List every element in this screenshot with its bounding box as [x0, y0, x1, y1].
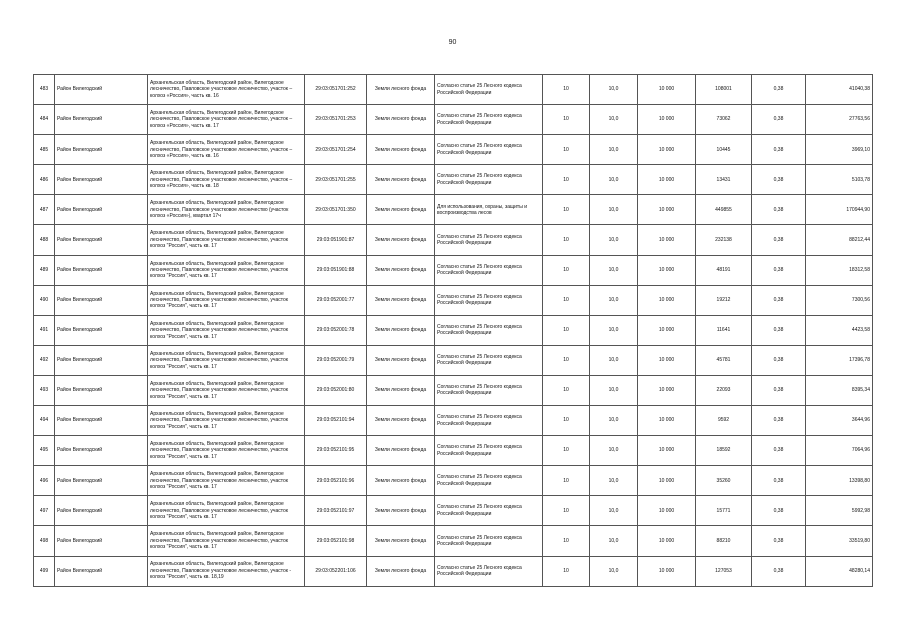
table-row: [34, 406, 873, 436]
area-cell: 48191: [696, 255, 752, 285]
land-category-cell: Земли лесного фонда: [367, 315, 435, 345]
rate-cell: 0,38: [752, 225, 806, 255]
rate-cell: 0,38: [752, 285, 806, 315]
address-cell: Архангельская область, Вилегодский район, Вилегодское лесничество, Павловское участковое лесничество, участок колхоз "Россия", часть кв. 17: [148, 315, 305, 345]
amount-cell: 3644,96: [806, 406, 873, 436]
amount-cell: 8395,34: [806, 375, 873, 405]
value-3-cell: 10 000: [638, 466, 696, 496]
amount-cell: 5992,98: [806, 496, 873, 526]
land-category-cell: Земли лесного фонда: [367, 375, 435, 405]
cadastral-number-cell: 29:03:052001:78: [305, 315, 367, 345]
basis-cell: Согласно статье 25 Лесного кодекса Российской Федерации: [435, 496, 543, 526]
row-number-cell: 497: [34, 496, 55, 526]
amount-cell: 13398,80: [806, 466, 873, 496]
area-cell: 9592: [696, 406, 752, 436]
row-number-cell: 495: [34, 436, 55, 466]
rate-cell: 0,38: [752, 496, 806, 526]
table-row: [34, 285, 873, 315]
rate-cell: 0,38: [752, 526, 806, 556]
cadastral-number-cell: 29:03:052101:96: [305, 466, 367, 496]
area-cell: 232138: [696, 225, 752, 255]
district-cell: Район Вилегодский: [55, 406, 148, 436]
value-2-cell: 10,0: [590, 375, 638, 405]
value-3-cell: 10 000: [638, 345, 696, 375]
amount-cell: 18312,58: [806, 255, 873, 285]
address-cell: Архангельская область, Вилегодский район, Вилегодское лесничество, Павловское участковое лесничество, участок колхоз "Россия", часть кв. 17: [148, 285, 305, 315]
value-2-cell: 10,0: [590, 496, 638, 526]
address-cell: Архангельская область, Вилегодский район, Вилегодское лесничество, Павловское участковое лесничество, участок – колхоз «Россия», часть кв. 17: [148, 105, 305, 135]
rate-cell: 0,38: [752, 345, 806, 375]
value-2-cell: 10,0: [590, 315, 638, 345]
land-category-cell: Земли лесного фонда: [367, 75, 435, 105]
cadastral-number-cell: 29:03:051901:88: [305, 255, 367, 285]
table-row: [34, 375, 873, 405]
cadastral-number-cell: 29:03:052101:98: [305, 526, 367, 556]
amount-cell: 27763,56: [806, 105, 873, 135]
value-3-cell: 10 000: [638, 436, 696, 466]
basis-cell: Согласно статье 25 Лесного кодекса Российской Федерации: [435, 526, 543, 556]
cadastral-number-cell: 29:03:051701:252: [305, 75, 367, 105]
district-cell: Район Вилегодский: [55, 496, 148, 526]
address-cell: Архангельская область, Вилегодский район, Вилегодское лесничество, Павловское участковое лесничество, участок - колхоз "Россия", часть кв. 18,19: [148, 556, 305, 586]
district-cell: Район Вилегодский: [55, 285, 148, 315]
value-2-cell: 10,0: [590, 165, 638, 195]
row-number-cell: 485: [34, 135, 55, 165]
rate-cell: 0,38: [752, 105, 806, 135]
row-number-cell: 491: [34, 315, 55, 345]
rate-cell: 0,38: [752, 466, 806, 496]
address-cell: Архангельская область, Вилегодский район, Вилегодское лесничество, Павловское участковое лесничество, участок колхоз "Россия", часть кв. 17: [148, 436, 305, 466]
amount-cell: 7300,56: [806, 285, 873, 315]
value-3-cell: 10 000: [638, 255, 696, 285]
district-cell: Район Вилегодский: [55, 165, 148, 195]
table-row: [34, 105, 873, 135]
basis-cell: Согласно статье 25 Лесного кодекса Российской Федерации: [435, 285, 543, 315]
address-cell: Архангельская область, Вилегодский район, Вилегодское лесничество, Павловское участковое лесничество, участок колхоз "Россия", часть кв. 17: [148, 375, 305, 405]
value-3-cell: 10 000: [638, 556, 696, 586]
area-cell: 127053: [696, 556, 752, 586]
area-cell: 22093: [696, 375, 752, 405]
basis-cell: Согласно статье 25 Лесного кодекса Российской Федерации: [435, 105, 543, 135]
district-cell: Район Вилегодский: [55, 315, 148, 345]
value-2-cell: 10,0: [590, 255, 638, 285]
value-2-cell: 10,0: [590, 75, 638, 105]
rate-cell: 0,38: [752, 406, 806, 436]
amount-cell: 170944,90: [806, 195, 873, 225]
land-category-cell: Земли лесного фонда: [367, 285, 435, 315]
row-number-cell: 499: [34, 556, 55, 586]
amount-cell: 4423,58: [806, 315, 873, 345]
value-3-cell: 10 000: [638, 285, 696, 315]
row-number-cell: 488: [34, 225, 55, 255]
rate-cell: 0,38: [752, 375, 806, 405]
rate-cell: 0,38: [752, 315, 806, 345]
value-1-cell: 10: [543, 105, 590, 135]
address-cell: Архангельская область, Вилегодский район, Вилегодское лесничество, Павловское участковое лесничество, участок колхоз "Россия", часть кв. 17: [148, 255, 305, 285]
district-cell: Район Вилегодский: [55, 195, 148, 225]
land-category-cell: Земли лесного фонда: [367, 105, 435, 135]
cadastral-number-cell: 29:03:051701:255: [305, 165, 367, 195]
address-cell: Архангельская область, Вилегодский район, Вилегодское лесничество, Павловское участковое лесничество, участок колхоз "Россия", часть кв. 17: [148, 225, 305, 255]
value-1-cell: 10: [543, 315, 590, 345]
rate-cell: 0,38: [752, 255, 806, 285]
table-row: [34, 496, 873, 526]
row-number-cell: 486: [34, 165, 55, 195]
basis-cell: Согласно статье 25 Лесного кодекса Российской Федерации: [435, 315, 543, 345]
district-cell: Район Вилегодский: [55, 255, 148, 285]
district-cell: Район Вилегодский: [55, 135, 148, 165]
land-category-cell: Земли лесного фонда: [367, 135, 435, 165]
table-row: [34, 556, 873, 586]
cadastral-number-cell: 29:03:052101:94: [305, 406, 367, 436]
value-1-cell: 10: [543, 466, 590, 496]
value-2-cell: 10,0: [590, 135, 638, 165]
area-cell: 18592: [696, 436, 752, 466]
amount-cell: 88212,44: [806, 225, 873, 255]
area-cell: 13431: [696, 165, 752, 195]
area-cell: 45781: [696, 345, 752, 375]
basis-cell: Согласно статье 25 Лесного кодекса Российской Федерации: [435, 406, 543, 436]
address-cell: Архангельская область, Вилегодский район, Вилегодское лесничество, Павловское участковое лесничество, участок колхоз "Россия", часть кв. 17: [148, 466, 305, 496]
basis-cell: Согласно статье 25 Лесного кодекса Российской Федерации: [435, 375, 543, 405]
value-1-cell: 10: [543, 345, 590, 375]
value-3-cell: 10 000: [638, 165, 696, 195]
value-3-cell: 10 000: [638, 135, 696, 165]
basis-cell: Для использования, охраны, защиты и воспроизводства лесов: [435, 195, 543, 225]
area-cell: 19212: [696, 285, 752, 315]
cadastral-number-cell: 29:03:052001:77: [305, 285, 367, 315]
value-2-cell: 10,0: [590, 105, 638, 135]
table-row: [34, 195, 873, 225]
value-3-cell: 10 000: [638, 315, 696, 345]
address-cell: Архангельская область, Вилегодский район, Вилегодское лесничество, Павловское участковое лесничество, участок колхоз "Россия", часть кв. 17: [148, 496, 305, 526]
amount-cell: 33519,80: [806, 526, 873, 556]
amount-cell: 41040,38: [806, 75, 873, 105]
district-cell: Район Вилегодский: [55, 105, 148, 135]
value-3-cell: 10 000: [638, 225, 696, 255]
cadastral-number-cell: 29:03:052101:97: [305, 496, 367, 526]
value-1-cell: 10: [543, 255, 590, 285]
basis-cell: Согласно статье 25 Лесного кодекса Российской Федерации: [435, 135, 543, 165]
cadastral-number-cell: 29:03:052001:79: [305, 345, 367, 375]
address-cell: Архангельская область, Вилегодский район, Вилегодское лесничество, Павловское участковое лесничество, участок – колхоз «Россия», часть кв. 16: [148, 135, 305, 165]
value-3-cell: 10 000: [638, 195, 696, 225]
address-cell: Архангельская область, Вилегодский район, Вилегодское лесничество, Павловское участковое лесничество, участок – колхоз «Россия», часть кв. 16: [148, 75, 305, 105]
basis-cell: Согласно статье 25 Лесного кодекса Российской Федерации: [435, 556, 543, 586]
address-cell: Архангельская область, Вилегодский район, Вилегодское лесничество, Павловское участковое лесничество, участок колхоз "Россия", часть кв. 17: [148, 526, 305, 556]
cadastral-number-cell: 29:03:052201:106: [305, 556, 367, 586]
table-row: [34, 135, 873, 165]
row-number-cell: 498: [34, 526, 55, 556]
value-1-cell: 10: [543, 526, 590, 556]
registry-table: [33, 74, 873, 587]
table-row: [34, 225, 873, 255]
value-2-cell: 10,0: [590, 556, 638, 586]
basis-cell: Согласно статье 25 Лесного кодекса Российской Федерации: [435, 225, 543, 255]
basis-cell: Согласно статье 25 Лесного кодекса Российской Федерации: [435, 436, 543, 466]
value-1-cell: 10: [543, 556, 590, 586]
value-1-cell: 10: [543, 375, 590, 405]
table-row: [34, 255, 873, 285]
area-cell: 73062: [696, 105, 752, 135]
address-cell: Архангельская область, Вилегодский район, Вилегодское лесничество, Павловское участковое лесничество, участок – колхоз «Россия», часть кв. 18: [148, 165, 305, 195]
district-cell: Район Вилегодский: [55, 466, 148, 496]
area-cell: 35260: [696, 466, 752, 496]
row-number-cell: 493: [34, 375, 55, 405]
row-number-cell: 484: [34, 105, 55, 135]
address-cell: Архангельская область, Вилегодский район, Вилегодское лесничество, Павловское участковое лесничество, участок колхоз "Россия", часть кв. 17: [148, 345, 305, 375]
area-cell: 449855: [696, 195, 752, 225]
cadastral-number-cell: 29:03:051701:350: [305, 195, 367, 225]
area-cell: 108001: [696, 75, 752, 105]
table-row: [34, 436, 873, 466]
rate-cell: 0,38: [752, 556, 806, 586]
rate-cell: 0,38: [752, 75, 806, 105]
rate-cell: 0,38: [752, 436, 806, 466]
land-category-cell: Земли лесного фонда: [367, 526, 435, 556]
table-row: [34, 315, 873, 345]
basis-cell: Согласно статье 25 Лесного кодекса Российской Федерации: [435, 75, 543, 105]
value-3-cell: 10 000: [638, 496, 696, 526]
land-category-cell: Земли лесного фонда: [367, 165, 435, 195]
value-1-cell: 10: [543, 406, 590, 436]
value-2-cell: 10,0: [590, 466, 638, 496]
table-row: [34, 466, 873, 496]
district-cell: Район Вилегодский: [55, 75, 148, 105]
land-category-cell: Земли лесного фонда: [367, 255, 435, 285]
row-number-cell: 494: [34, 406, 55, 436]
value-3-cell: 10 000: [638, 105, 696, 135]
row-number-cell: 490: [34, 285, 55, 315]
value-2-cell: 10,0: [590, 436, 638, 466]
value-3-cell: 10 000: [638, 375, 696, 405]
amount-cell: 5103,78: [806, 165, 873, 195]
value-2-cell: 10,0: [590, 345, 638, 375]
amount-cell: 3969,10: [806, 135, 873, 165]
value-2-cell: 10,0: [590, 406, 638, 436]
basis-cell: Согласно статье 25 Лесного кодекса Российской Федерации: [435, 255, 543, 285]
row-number-cell: 496: [34, 466, 55, 496]
table-row: [34, 345, 873, 375]
area-cell: 88210: [696, 526, 752, 556]
value-1-cell: 10: [543, 436, 590, 466]
value-2-cell: 10,0: [590, 526, 638, 556]
rate-cell: 0,38: [752, 135, 806, 165]
rate-cell: 0,38: [752, 195, 806, 225]
land-category-cell: Земли лесного фонда: [367, 345, 435, 375]
district-cell: Район Вилегодский: [55, 225, 148, 255]
value-1-cell: 10: [543, 195, 590, 225]
cadastral-number-cell: 29:03:051701:253: [305, 105, 367, 135]
value-1-cell: 10: [543, 75, 590, 105]
cadastral-number-cell: 29:03:052101:95: [305, 436, 367, 466]
amount-cell: 17396,78: [806, 345, 873, 375]
value-1-cell: 10: [543, 135, 590, 165]
row-number-cell: 487: [34, 195, 55, 225]
amount-cell: 7064,96: [806, 436, 873, 466]
land-category-cell: Земли лесного фонда: [367, 225, 435, 255]
district-cell: Район Вилегодский: [55, 526, 148, 556]
district-cell: Район Вилегодский: [55, 345, 148, 375]
amount-cell: 48280,14: [806, 556, 873, 586]
area-cell: 11641: [696, 315, 752, 345]
land-category-cell: Земли лесного фонда: [367, 466, 435, 496]
district-cell: Район Вилегодский: [55, 375, 148, 405]
value-3-cell: 10 000: [638, 406, 696, 436]
cadastral-number-cell: 29:03:052001:80: [305, 375, 367, 405]
cadastral-number-cell: 29:03:051701:254: [305, 135, 367, 165]
page-number: 90: [448, 39, 457, 46]
basis-cell: Согласно статье 25 Лесного кодекса Российской Федерации: [435, 345, 543, 375]
area-cell: 10445: [696, 135, 752, 165]
cadastral-number-cell: 29:03:051901:87: [305, 225, 367, 255]
value-1-cell: 10: [543, 165, 590, 195]
row-number-cell: 483: [34, 75, 55, 105]
table-row: [34, 75, 873, 105]
land-category-cell: Земли лесного фонда: [367, 195, 435, 225]
district-cell: Район Вилегодский: [55, 436, 148, 466]
land-category-cell: Земли лесного фонда: [367, 406, 435, 436]
row-number-cell: 492: [34, 345, 55, 375]
table-row: [34, 526, 873, 556]
value-3-cell: 10 000: [638, 526, 696, 556]
value-1-cell: 10: [543, 285, 590, 315]
value-3-cell: 10 000: [638, 75, 696, 105]
land-category-cell: Земли лесного фонда: [367, 556, 435, 586]
value-2-cell: 10,0: [590, 225, 638, 255]
area-cell: 15771: [696, 496, 752, 526]
row-number-cell: 489: [34, 255, 55, 285]
basis-cell: Согласно статье 25 Лесного кодекса Российской Федерации: [435, 165, 543, 195]
district-cell: Район Вилегодский: [55, 556, 148, 586]
value-1-cell: 10: [543, 496, 590, 526]
value-2-cell: 10,0: [590, 285, 638, 315]
value-1-cell: 10: [543, 225, 590, 255]
land-category-cell: Земли лесного фонда: [367, 436, 435, 466]
table-row: [34, 165, 873, 195]
table-body: [34, 75, 873, 587]
value-2-cell: 10,0: [590, 195, 638, 225]
rate-cell: 0,38: [752, 165, 806, 195]
address-cell: Архангельская область, Вилегодский район, Вилегодское лесничество, Павловское участковое лесничество (участок колхоз «Россия»), квартал 17ч: [148, 195, 305, 225]
address-cell: Архангельская область, Вилегодский район, Вилегодское лесничество, Павловское участковое лесничество, участок колхоз "Россия", часть кв. 17: [148, 406, 305, 436]
land-category-cell: Земли лесного фонда: [367, 496, 435, 526]
basis-cell: Согласно статье 25 Лесного кодекса Российской Федерации: [435, 466, 543, 496]
